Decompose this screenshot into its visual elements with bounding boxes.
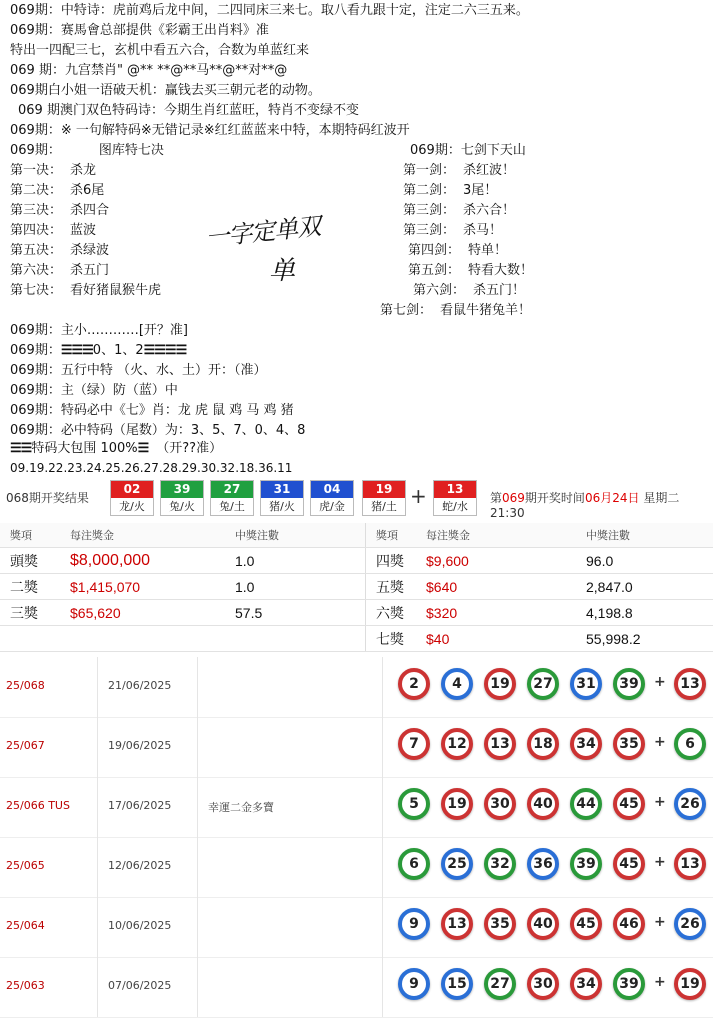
draw-date: 19/06/2025: [108, 739, 172, 752]
prize-cell: 頭獎: [0, 548, 60, 574]
prize-header-row: [0, 523, 713, 548]
text-line: 069期白小姐一语破天机：赢钱去买三朝元老的动物。: [10, 83, 321, 98]
lottery-ball: 30: [484, 788, 516, 820]
prize-cell: $9,600: [416, 548, 576, 574]
special-lottery-ball: 13: [674, 668, 706, 700]
header-cell: 每注獎金: [416, 523, 576, 548]
left-column-item: 第五决： 杀绿波: [10, 243, 110, 258]
lottery-ball: 40: [527, 788, 559, 820]
lottery-ball: 35: [613, 728, 645, 760]
issue-number: 25/066 TUS: [6, 799, 70, 812]
lottery-ball: 13: [441, 908, 473, 940]
prize-cell: [225, 626, 366, 652]
prize-table: [0, 523, 713, 652]
issue-number: 25/068: [6, 679, 45, 692]
history-row: [0, 657, 713, 718]
prize-cell: 2,847.0: [576, 574, 713, 600]
lottery-ball: 4: [441, 668, 473, 700]
lottery-ball: 34: [570, 968, 602, 1000]
special-lottery-ball: 26: [674, 788, 706, 820]
prize-cell: $40: [416, 626, 576, 652]
prize-cell: [0, 626, 60, 652]
prize-cell: 七獎: [366, 626, 417, 652]
lottery-ball: 7: [398, 728, 430, 760]
prize-cell: 55,998.2: [576, 626, 713, 652]
text-line: 069期：中特诗：虎前鸡后龙中间，二四同床三来七。取八看九跟十定，注定二六三五来。: [10, 3, 529, 18]
text-line: 069期：特码必中《七》肖：龙 虎 鼠 鸡 马 鸡 猪: [10, 403, 294, 418]
lottery-ball: 45: [570, 908, 602, 940]
prize-cell: 96.0: [576, 548, 713, 574]
lottery-ball: 40: [527, 908, 559, 940]
lottery-ball: 45: [613, 788, 645, 820]
special-lottery-ball: 6: [674, 728, 706, 760]
result-ball: [260, 480, 304, 516]
header-cell: 獎項: [366, 523, 417, 548]
header-cell: 獎項: [0, 523, 60, 548]
result-ball: [110, 480, 154, 516]
lottery-ball: 2: [398, 668, 430, 700]
lottery-ball: 32: [484, 848, 516, 880]
left-column-item: 第四决： 蓝波: [10, 223, 97, 238]
right-column-item: 第五剑： 特看大数！: [408, 263, 534, 278]
lottery-ball: 6: [398, 848, 430, 880]
ball-zodiac: 猪/土: [371, 500, 397, 513]
result-title: 068期开奖结果: [6, 491, 89, 505]
ball-number: 31: [261, 481, 303, 498]
ball-number: 27: [211, 481, 253, 498]
prize-cell: $8,000,000: [60, 548, 225, 574]
lottery-ball: 39: [613, 668, 645, 700]
ball-zodiac: 兔/火: [169, 500, 195, 513]
left-column-item: 第三决： 杀四合: [10, 203, 110, 218]
history-row: [0, 957, 713, 1018]
draw-time: 第069期开奖时间06月24日 星期二21:30: [490, 491, 680, 520]
special-lottery-ball: 19: [674, 968, 706, 1000]
plus-icon: +: [654, 914, 666, 930]
lottery-ball: 19: [484, 668, 516, 700]
lottery-ball: 12: [441, 728, 473, 760]
draw-date: 07/06/2025: [108, 979, 172, 992]
draw-date: 17/06/2025: [108, 799, 172, 812]
issue-number: 25/064: [6, 919, 45, 932]
lottery-ball: 36: [527, 848, 559, 880]
lottery-ball: 30: [527, 968, 559, 1000]
prize-cell: 五獎: [366, 574, 417, 600]
prize-cell: 4,198.8: [576, 600, 713, 626]
result-bar: [0, 480, 713, 520]
draw-date: 10/06/2025: [108, 919, 172, 932]
result-ball: [160, 480, 204, 516]
lottery-ball: 9: [398, 908, 430, 940]
result-ball: [362, 480, 406, 516]
plus-icon: +: [654, 974, 666, 990]
prize-row: [0, 626, 713, 652]
history-row: [0, 777, 713, 838]
prize-cell: $640: [416, 574, 576, 600]
right-column-item: 第三剑： 杀马！: [403, 223, 503, 238]
lottery-ball: 31: [570, 668, 602, 700]
right-column-item: 第二剑： 3尾！: [403, 183, 498, 198]
text-line: 069期：※ 一句解特码※无错记录※红红蓝蓝来中特，本期特码红波开: [10, 123, 410, 138]
text-line: 069 期澳门双色特码诗：今期生肖红蓝旺，特肖不变绿不变: [18, 103, 359, 118]
left-column-item: 第一决： 杀龙: [10, 163, 97, 178]
left-column-item: 第七决： 看好猪鼠猴牛虎: [10, 283, 162, 298]
right-column-item: 第三剑： 杀六合！: [403, 203, 516, 218]
ball-number: 04: [311, 481, 353, 498]
text-line: 特出一四配三七，玄机中看五六合，合数为单蓝红来: [10, 43, 310, 58]
header-cell: 每注獎金: [60, 523, 225, 548]
issue-number: 25/065: [6, 859, 45, 872]
left-column-item: 第六决： 杀五门: [10, 263, 110, 278]
special-lottery-ball: 13: [674, 848, 706, 880]
ball-zodiac: 兔/土: [219, 500, 245, 513]
text-line: 069期：必中特码（尾数）为：3、5、7、0、4、8: [10, 423, 306, 438]
right-column-item: 第七剑： 看鼠牛猪兔羊！: [380, 303, 532, 318]
plus-icon: +: [654, 794, 666, 810]
text-line: 069期：五行中特 （火、水、土）开：（准）: [10, 363, 267, 378]
history-row: [0, 897, 713, 958]
left-column-title: 069期： 图库特七决: [10, 143, 164, 158]
prize-cell: 四獎: [366, 548, 417, 574]
lottery-ball: 39: [613, 968, 645, 1000]
text-line: 069期：赛馬會总部提供《彩霸王出肖料》准: [10, 23, 269, 38]
lottery-ball: 35: [484, 908, 516, 940]
right-column-title: 069期：七剑下天山: [410, 143, 526, 158]
prize-cell: $65,620: [60, 600, 225, 626]
text-line: 069期：主小…………[开？准]: [10, 323, 188, 338]
plus-icon: +: [654, 854, 666, 870]
result-ball: [310, 480, 354, 516]
prize-cell: $1,415,070: [60, 574, 225, 600]
header-cell: 中獎注數: [225, 523, 366, 548]
lottery-ball: 9: [398, 968, 430, 1000]
left-column-item: 第二决： 杀6尾: [10, 183, 105, 198]
draw-date: 21/06/2025: [108, 679, 172, 692]
issue-number: 25/063: [6, 979, 45, 992]
ball-number: 19: [363, 481, 405, 498]
draw-note: 幸運二金多寶: [208, 801, 274, 814]
ball-zodiac: 龙/火: [119, 500, 145, 513]
prize-cell: [60, 626, 225, 652]
draw-date: 12/06/2025: [108, 859, 172, 872]
text-line: ☰☰特码大包围 100%☰ （开??准）: [10, 441, 223, 456]
lottery-ball: 27: [484, 968, 516, 1000]
right-column-item: 第一剑： 杀红波！: [403, 163, 516, 178]
prize-cell: 三獎: [0, 600, 60, 626]
lottery-ball: 27: [527, 668, 559, 700]
lottery-ball: 25: [441, 848, 473, 880]
issue-number: 25/067: [6, 739, 45, 752]
prize-row: [0, 548, 713, 574]
handwritten-signature: 一字定单双 单: [204, 212, 322, 286]
lottery-ball: 18: [527, 728, 559, 760]
prize-cell: 1.0: [225, 548, 366, 574]
history-row: [0, 837, 713, 898]
prize-cell: 57.5: [225, 600, 366, 626]
prize-cell: 1.0: [225, 574, 366, 600]
lottery-ball: 5: [398, 788, 430, 820]
special-lottery-ball: 26: [674, 908, 706, 940]
text-line: 069期：☰☰☰0、1、2☰☰☰☰: [10, 343, 187, 358]
plus-icon: +: [654, 734, 666, 750]
history-row: [0, 717, 713, 778]
text-line: 069期：主（绿）防（蓝）中: [10, 383, 178, 398]
ball-zodiac: 猪/火: [269, 500, 295, 513]
ball-zodiac: 蛇/水: [442, 500, 468, 513]
result-ball: [210, 480, 254, 516]
prize-row: [0, 574, 713, 600]
lottery-ball: 39: [570, 848, 602, 880]
lottery-ball: 19: [441, 788, 473, 820]
lottery-ball: 45: [613, 848, 645, 880]
lottery-ball: 46: [613, 908, 645, 940]
text-line: 069 期：九宫禁肖" @** **@**马**@**对**@: [10, 63, 288, 78]
number-list: 09.19.22.23.24.25.26.27.28.29.30.32.18.36.11: [10, 461, 293, 475]
prize-cell: 六獎: [366, 600, 417, 626]
lottery-ball: 13: [484, 728, 516, 760]
lottery-ball: 34: [570, 728, 602, 760]
ball-number: 02: [111, 481, 153, 498]
header-cell: 中獎注數: [576, 523, 713, 548]
right-column-item: 第四剑： 特单！: [408, 243, 508, 258]
prize-row: [0, 600, 713, 626]
right-column-item: 第六剑： 杀五门！: [413, 283, 526, 298]
prize-cell: 二獎: [0, 574, 60, 600]
prize-cell: $320: [416, 600, 576, 626]
lottery-ball: 15: [441, 968, 473, 1000]
plus-icon: +: [410, 484, 427, 508]
ball-number: 39: [161, 481, 203, 498]
lottery-ball: 44: [570, 788, 602, 820]
plus-icon: +: [654, 674, 666, 690]
ball-zodiac: 虎/金: [319, 500, 345, 513]
special-ball: [433, 480, 477, 516]
ball-number: 13: [434, 481, 476, 498]
